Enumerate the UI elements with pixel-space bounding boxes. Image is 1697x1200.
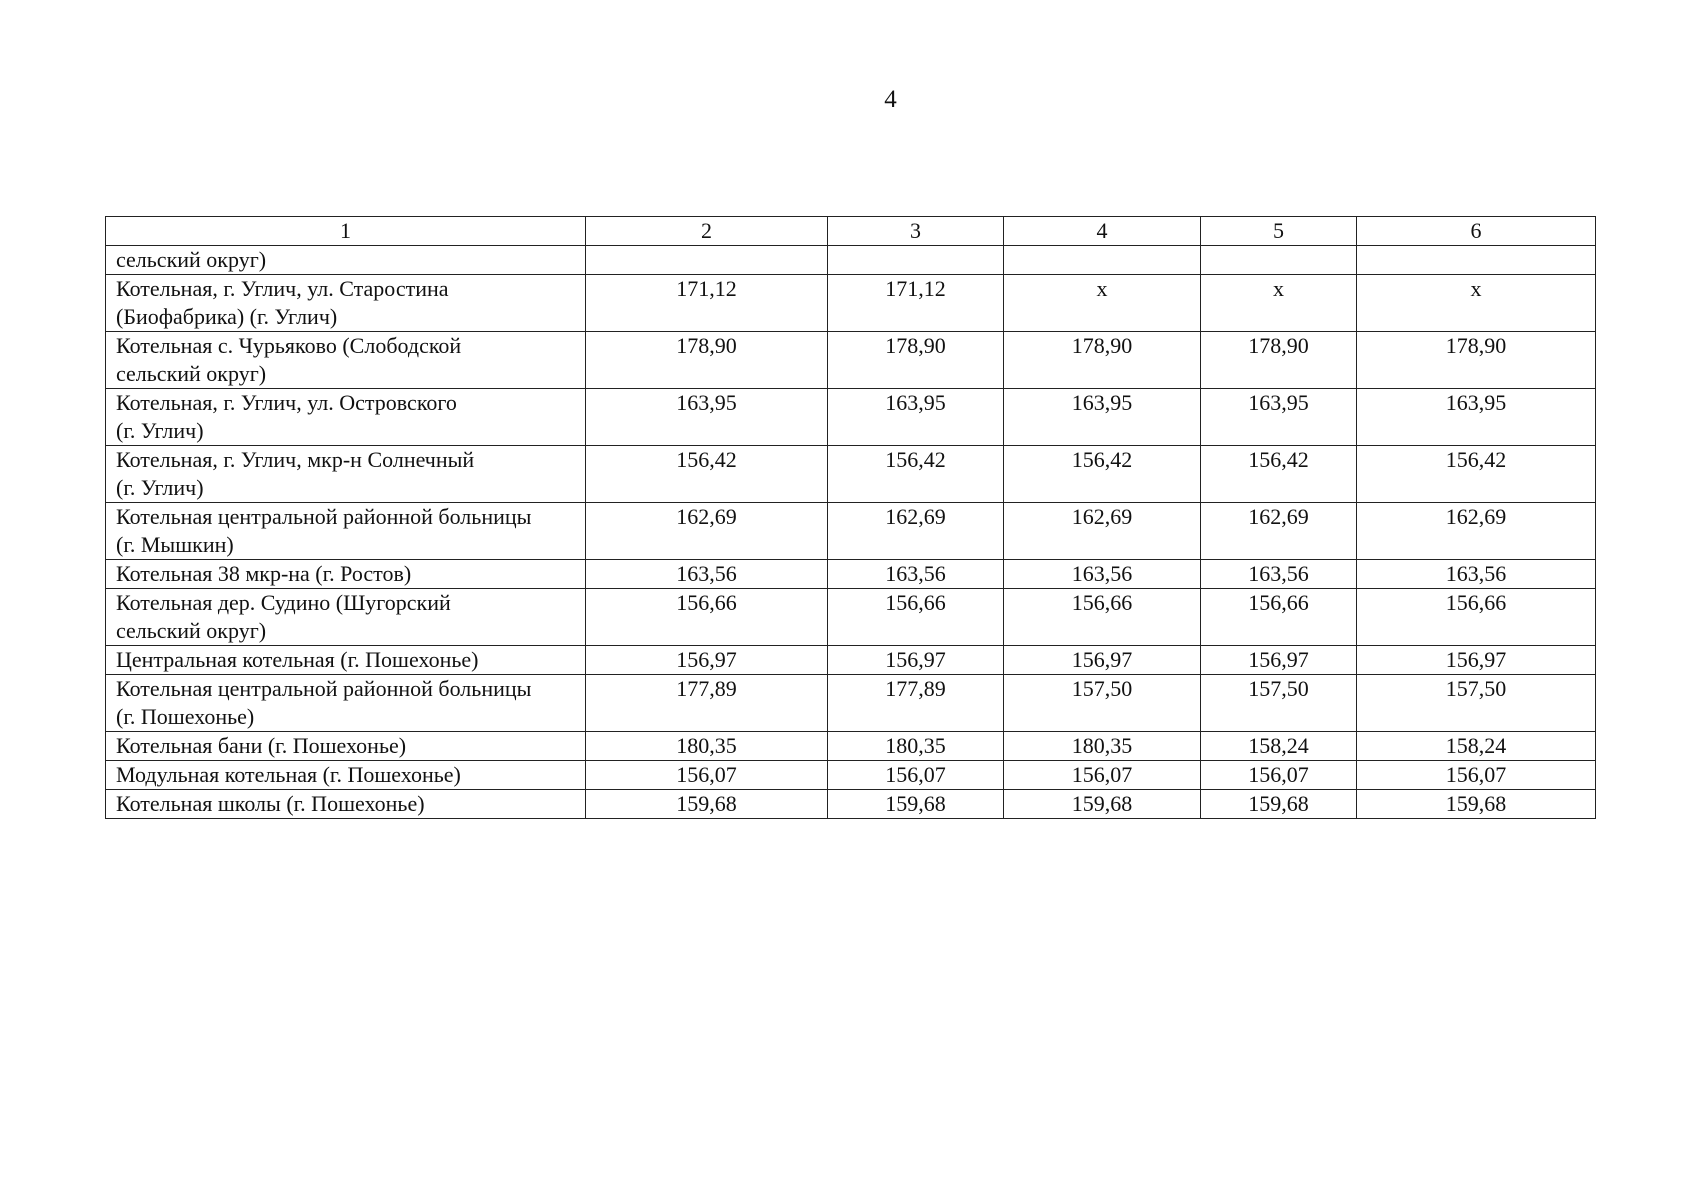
value-cell-col-4 [1004, 246, 1201, 275]
boiler-name-cell [106, 446, 586, 503]
value-cell-col-5: 163,56 [1201, 560, 1357, 589]
boiler-name-line: Котельная бани (г. Пошехонье) [116, 733, 407, 758]
value-cell-col-5: 156,97 [1201, 646, 1357, 675]
value-cell-col-5: 178,90 [1201, 332, 1357, 389]
value-cell-col-3: 156,07 [828, 761, 1004, 790]
value-cell-col-5: 157,50 [1201, 675, 1357, 732]
value-cell-col-2: 163,95 [586, 389, 828, 446]
value-cell-col-5: 159,68 [1201, 790, 1357, 819]
value-cell-col-2: 159,68 [586, 790, 828, 819]
boiler-name-cell [106, 246, 586, 275]
table-row [106, 790, 1596, 819]
value-cell-col-3: 163,95 [828, 389, 1004, 446]
table-row [106, 446, 1596, 503]
boiler-name-line: (г. Углич) [116, 418, 204, 443]
table-row [106, 675, 1596, 732]
value-cell-col-4: 156,42 [1004, 446, 1201, 503]
value-cell-col-5: 163,95 [1201, 389, 1357, 446]
column-header-6: 6 [1357, 217, 1596, 246]
boiler-name-line: Котельная, г. Углич, ул. Старостина [116, 276, 449, 301]
column-header-1: 1 [106, 217, 586, 246]
value-cell-col-3: 159,68 [828, 790, 1004, 819]
boiler-name-line: Котельная, г. Углич, мкр-н Солнечный [116, 447, 475, 472]
value-cell-col-3: 163,56 [828, 560, 1004, 589]
boiler-name-line: Модульная котельная (г. Пошехонье) [116, 762, 461, 787]
value-cell-col-5: 156,07 [1201, 761, 1357, 790]
value-cell-col-4: 162,69 [1004, 503, 1201, 560]
boiler-name-line: Центральная котельная (г. Пошехонье) [116, 647, 479, 672]
value-cell-col-3: 171,12 [828, 275, 1004, 332]
boiler-name-line: Котельная с. Чурьяково (Слободской [116, 333, 462, 358]
value-cell-col-5: 156,66 [1201, 589, 1357, 646]
boiler-name-cell [106, 389, 586, 446]
table-row [106, 246, 1596, 275]
value-cell-col-2 [586, 246, 828, 275]
value-cell-col-6: 162,69 [1357, 503, 1596, 560]
value-cell-col-4: 163,56 [1004, 560, 1201, 589]
value-cell-col-4: 159,68 [1004, 790, 1201, 819]
tariff-table [105, 216, 1596, 819]
table-row [106, 589, 1596, 646]
value-cell-col-3: 162,69 [828, 503, 1004, 560]
value-cell-col-2: 156,97 [586, 646, 828, 675]
boiler-name-cell [106, 589, 586, 646]
page-number: 4 [884, 86, 897, 113]
boiler-name-cell [106, 503, 586, 560]
value-cell-col-2: 171,12 [586, 275, 828, 332]
column-header-4: 4 [1004, 217, 1201, 246]
boiler-name-cell [106, 761, 586, 790]
boiler-name-line: Котельная центральной районной больницы [116, 504, 532, 529]
value-cell-col-3: 156,97 [828, 646, 1004, 675]
value-cell-col-4: х [1004, 275, 1201, 332]
value-cell-col-2: 162,69 [586, 503, 828, 560]
value-cell-col-3: 178,90 [828, 332, 1004, 389]
value-cell-col-5: х [1201, 275, 1357, 332]
value-cell-col-5 [1201, 246, 1357, 275]
boiler-name-line: сельский округ) [116, 247, 267, 272]
boiler-name-line: (г. Пошехонье) [116, 704, 255, 729]
column-header-2: 2 [586, 217, 828, 246]
table-row [106, 503, 1596, 560]
boiler-name-cell [106, 332, 586, 389]
table-body [106, 246, 1596, 819]
value-cell-col-4: 180,35 [1004, 732, 1201, 761]
value-cell-col-4: 163,95 [1004, 389, 1201, 446]
value-cell-col-6 [1357, 246, 1596, 275]
value-cell-col-2: 180,35 [586, 732, 828, 761]
boiler-name-line: Котельная школы (г. Пошехонье) [116, 791, 425, 816]
boiler-name-line: сельский округ) [116, 618, 267, 643]
value-cell-col-5: 158,24 [1201, 732, 1357, 761]
table-row [106, 332, 1596, 389]
boiler-name-line: (Биофабрика) (г. Углич) [116, 304, 338, 329]
table-row [106, 732, 1596, 761]
boiler-name-line: Котельная 38 мкр-на (г. Ростов) [116, 561, 412, 586]
boiler-name-cell [106, 275, 586, 332]
value-cell-col-6: 163,56 [1357, 560, 1596, 589]
value-cell-col-4: 156,66 [1004, 589, 1201, 646]
value-cell-col-6: 159,68 [1357, 790, 1596, 819]
value-cell-col-6: 156,66 [1357, 589, 1596, 646]
boiler-name-line: сельский округ) [116, 361, 267, 386]
value-cell-col-6: 156,42 [1357, 446, 1596, 503]
boiler-name-line: Котельная, г. Углич, ул. Островского [116, 390, 457, 415]
value-cell-col-2: 177,89 [586, 675, 828, 732]
value-cell-col-2: 163,56 [586, 560, 828, 589]
value-cell-col-2: 178,90 [586, 332, 828, 389]
column-header-3: 3 [828, 217, 1004, 246]
value-cell-col-3: 156,42 [828, 446, 1004, 503]
value-cell-col-3: 156,66 [828, 589, 1004, 646]
value-cell-col-2: 156,66 [586, 589, 828, 646]
table-header-row [106, 217, 1596, 246]
table-row [106, 389, 1596, 446]
table-row [106, 646, 1596, 675]
table-row [106, 560, 1596, 589]
value-cell-col-6: х [1357, 275, 1596, 332]
value-cell-col-6: 158,24 [1357, 732, 1596, 761]
boiler-name-cell [106, 732, 586, 761]
value-cell-col-6: 163,95 [1357, 389, 1596, 446]
value-cell-col-6: 156,97 [1357, 646, 1596, 675]
value-cell-col-4: 156,07 [1004, 761, 1201, 790]
column-header-5: 5 [1201, 217, 1357, 246]
boiler-name-cell [106, 675, 586, 732]
value-cell-col-4: 178,90 [1004, 332, 1201, 389]
value-cell-col-3: 180,35 [828, 732, 1004, 761]
value-cell-col-5: 156,42 [1201, 446, 1357, 503]
table-row [106, 275, 1596, 332]
value-cell-col-2: 156,42 [586, 446, 828, 503]
value-cell-col-6: 157,50 [1357, 675, 1596, 732]
boiler-name-cell [106, 646, 586, 675]
boiler-name-line: Котельная дер. Судино (Шугорский [116, 590, 451, 615]
value-cell-col-3: 177,89 [828, 675, 1004, 732]
value-cell-col-4: 157,50 [1004, 675, 1201, 732]
value-cell-col-6: 156,07 [1357, 761, 1596, 790]
value-cell-col-5: 162,69 [1201, 503, 1357, 560]
boiler-name-line: (г. Углич) [116, 475, 204, 500]
boiler-name-line: (г. Мышкин) [116, 532, 234, 557]
value-cell-col-2: 156,07 [586, 761, 828, 790]
value-cell-col-4: 156,97 [1004, 646, 1201, 675]
boiler-name-line: Котельная центральной районной больницы [116, 676, 532, 701]
value-cell-col-3 [828, 246, 1004, 275]
boiler-name-cell [106, 790, 586, 819]
table-row [106, 761, 1596, 790]
value-cell-col-6: 178,90 [1357, 332, 1596, 389]
boiler-name-cell [106, 560, 586, 589]
